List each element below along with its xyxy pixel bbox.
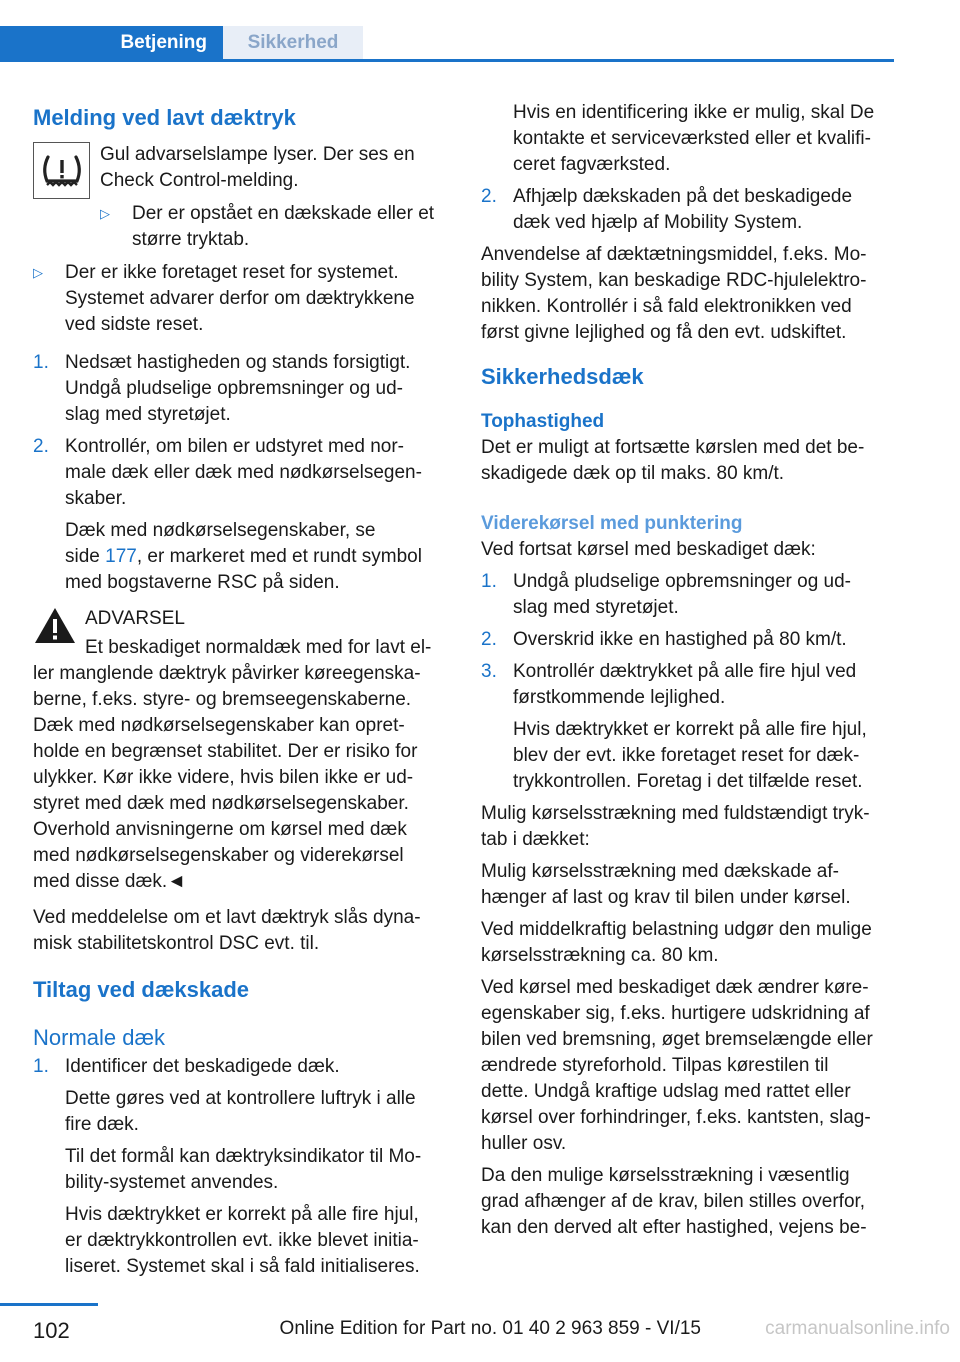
anvendelse-paragraph: Anvendelse af dæktætningsmiddel, f.eks. Mo- bility System, kan beskadige RDC-hjulelektro- nikken. Kontrollér i så fald elektronikken ved først givne lejlighed og få den evt. udskiftet. xyxy=(481,244,867,343)
list-number: 1. xyxy=(33,1056,49,1077)
tab-betjening[interactable]: Betjening xyxy=(0,26,223,59)
list-item: 3. Kontrollér dæktrykket på alle fire hjul ved førstkommende lejlighed. Hvis dæktrykket er korrekt på alle fire hjul, blev der evt. ikke foretaget reset for dæk- trykkontrollen. Foretag i det tilfælde reset. xyxy=(481,659,894,795)
triangle-bullet-icon: ▷ xyxy=(33,265,43,280)
icon-text-line: Gul advarselslampe lyser. Der ses en xyxy=(100,144,415,165)
dsc-paragraph: Ved meddelelse om et lavt dæktryk slås dyna- misk stabilitetskontrol DSC evt. til. xyxy=(33,907,421,954)
page-number: 102 xyxy=(33,1318,70,1343)
header-tabbar xyxy=(0,26,894,62)
list-item: ▷ Der er ikke foretaget reset for systemet. Systemet advarer derfor om dæktrykkene ved sidste reset. xyxy=(33,260,448,338)
left-column xyxy=(33,100,448,1280)
heading-tiltag: Tiltag ved dækskade xyxy=(33,977,250,1002)
right-column xyxy=(481,100,894,1241)
list-item: 1. Nedsæt hastigheden og stands forsigtigt. Undgå pludselige opbremsninger og ud- slag med styretøjet. xyxy=(33,350,448,428)
paragraph: Mulig kørselsstrækning med dækskade af- hænger af last og krav til bilen under kørsel. xyxy=(481,861,851,908)
icon-text-line: Check Control-melding. xyxy=(100,170,299,191)
list-number: 2. xyxy=(481,629,497,650)
header-rule xyxy=(0,59,894,62)
list-item: 2. Kontrollér, om bilen er udstyret med nor- male dæk eller dæk med nødkørselsegen- skaber. Dæk med nødkørselsegenskaber, se side 177, er markeret med et rundt symbol med bogstaverne RSC på siden. xyxy=(33,434,448,596)
list-number: 2. xyxy=(33,436,49,457)
tpms-warning-block xyxy=(33,142,448,253)
tab-sikkerhed[interactable]: Sikkerhed xyxy=(223,26,363,59)
paragraph: Da den mulige kørselsstrækning i væsentlig grad afhænger af de krav, bilen stilles overfor, kan den derved alt efter hastighed, vejens be- xyxy=(481,1165,867,1238)
heading-sikkerhedsdaek: Sikkerhedsdæk xyxy=(481,364,644,389)
list-item: 1. Undgå pludselige opbremsninger og ud- slag med styretøjet. xyxy=(481,569,894,621)
list-number: 3. xyxy=(481,661,497,682)
heading-normale: Normale dæk xyxy=(33,1025,166,1050)
triangle-bullet-icon: ▷ xyxy=(100,206,110,221)
list-number: 1. xyxy=(481,571,497,592)
warning-triangle-icon xyxy=(33,606,77,646)
heading-tophastighed: Tophastighed xyxy=(481,411,605,432)
footer-rule xyxy=(0,1303,98,1306)
tophastighed-paragraph: Det er muligt at fortsætte kørslen med det be- skadigede dæk op til maks. 80 km/t. xyxy=(481,437,865,484)
list-item: 2. Afhjælp dækskaden på det beskadigede dæk ved hjælp af Mobility System. xyxy=(481,184,894,236)
viderekorsel-intro: Ved fortsat kørsel med beskadiget dæk: xyxy=(481,539,816,560)
heading-viderekorsel: Viderekørsel med punktering xyxy=(481,513,743,534)
continued-paragraph: Hvis en identificering ikke er mulig, skal De kontakte et serviceværksted eller et kvalifi- ceret fagværksted. xyxy=(513,102,875,175)
watermark: carmanualsonline.info xyxy=(765,1318,950,1339)
paragraph: Ved middelkraftig belastning udgør den mulige kørselsstrækning ca. 80 km. xyxy=(481,919,872,966)
tire-pressure-warning-icon xyxy=(33,142,90,199)
list-item: 1. Identificer det beskadigede dæk. Dette gøres ved at kontrollere luftryk i alle fire dæk. Til det formål kan dæktryksindikator til Mo- bility-systemet anvendes. Hvis dæktrykket er korrekt på alle fire hjul, er dæktrykkontrollen evt. ikke blevet initia- liseret. Systemet skal i så fald initialiseres. xyxy=(33,1054,448,1280)
heading-melding: Melding ved lavt dæktryk xyxy=(33,105,296,130)
list-number: 1. xyxy=(33,352,49,373)
warning-block: ADVARSEL Et beskadiget normaldæk med for lavt el- ler manglende dæktryk påvirker køreegenska- berne, f.eks. styre- og bremseegenskaberne. Dæk med nødkørselsegenskaber kan opret- holde en begrænset stabilitet. Der er risiko for ulykker. Kør ikke videre, hvis bilen ikke er ud- styret med dæk med nødkørselsegenskaber. Overhold anvisningerne om kørsel med dæk med nødkørselsegenskaber og viderekørsel med disse dæk.◄ xyxy=(33,606,448,895)
warning-title: ADVARSEL xyxy=(85,608,185,629)
list-item: 2. Overskrid ikke en hastighed på 80 km/t. xyxy=(481,627,894,653)
paragraph: Mulig kørselsstrækning med fuldstændigt tryk- tab i dækket: xyxy=(481,803,870,850)
page-link[interactable]: 177 xyxy=(105,546,137,567)
paragraph: Ved kørsel med beskadiget dæk ændrer køre- egenskaber sig, f.eks. hurtigere udskridning af bilen ved bremsning, øget bremselængde eller ændrede styreforhold. Tilpas kørestilen til dette. Undgå kraftige udslag med rattet eller kørsel over forhindringer, f.eks. kantsten, slag- huller osv. xyxy=(481,977,873,1154)
online-edition-text: Online Edition for Part no. 01 40 2 963 859 - VI/15 xyxy=(279,1318,701,1339)
list-number: 2. xyxy=(481,186,497,207)
list-item: ▷ Der er opstået en dækskade eller et større tryktab. xyxy=(100,201,448,253)
